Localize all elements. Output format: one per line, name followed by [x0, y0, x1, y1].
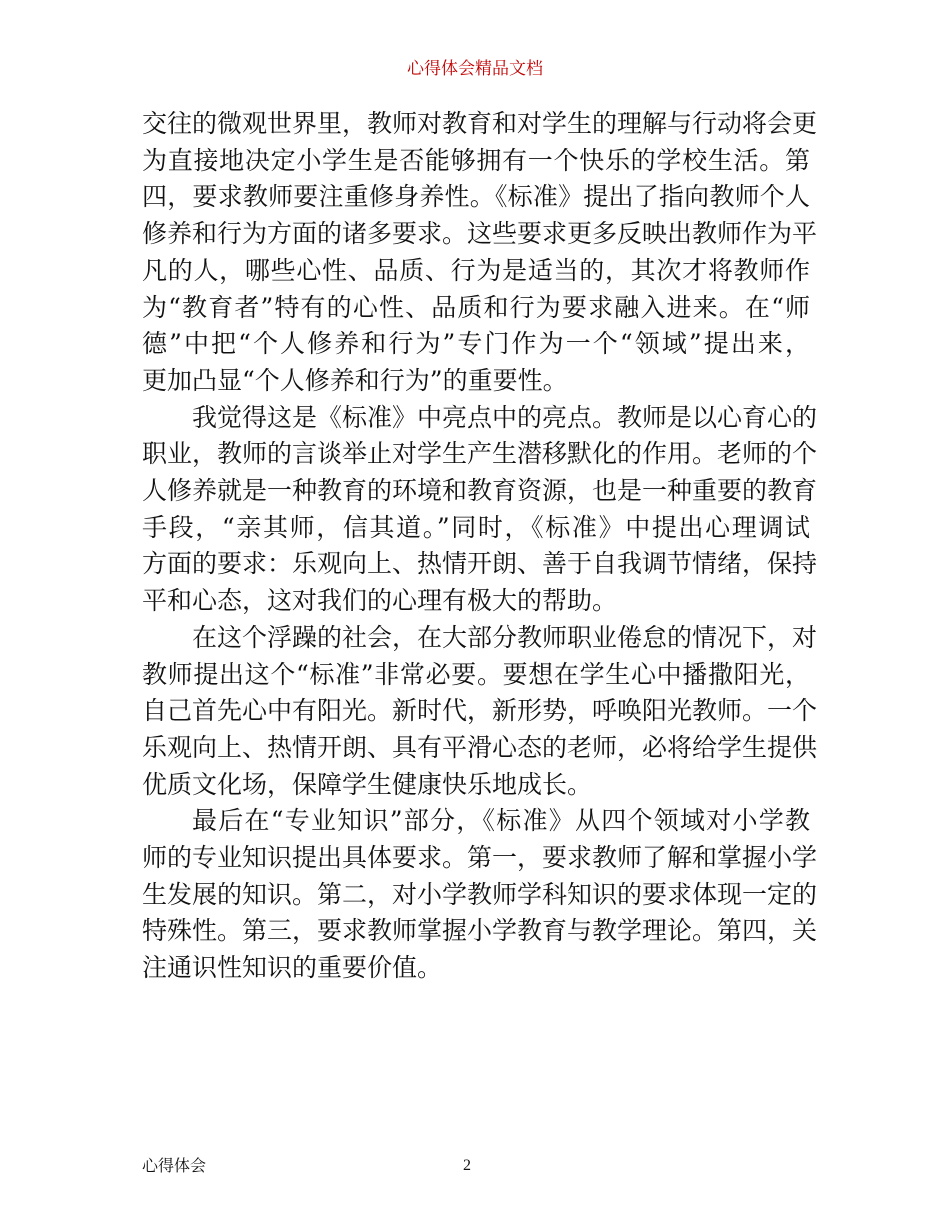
text-line: 乐观向上、热情开朗、具有平滑心态的老师，必将给学生提供 — [142, 732, 818, 762]
text-line: 最后在“专业知识”部分，《标准》从四个领域对小学教 — [192, 806, 810, 836]
text-line: 德”中把“个人修养和行为”专门作为一个“领域”提出来， — [142, 329, 810, 359]
text-line: 优质文化场，保障学生健康快乐地成长。 — [142, 769, 593, 799]
text-line: 生发展的知识。第二，对小学教师学科知识的要求体现一定的 — [142, 879, 818, 909]
text-line: 凡的人，哪些心性、品质、行为是适当的，其次才将教师作 — [142, 255, 810, 285]
text-line: 交往的微观世界里，教师对教育和对学生的理解与行动将会更 — [142, 109, 818, 138]
paragraph-3 — [142, 620, 818, 804]
page-number: 2 — [463, 1157, 471, 1174]
text-line: 为直接地决定小学生是否能够拥有一个快乐的学校生活。第 — [142, 145, 810, 175]
page-header-title: 心得体会精品文档 — [407, 59, 543, 79]
text-line: 手段，“亲其师，信其道。”同时，《标准》中提出心理调试 — [142, 512, 810, 542]
text-line: 自己首先心中有阳光。新时代，新形势，呼唤阳光教师。一个 — [142, 696, 818, 726]
text-line: 方面的要求：乐观向上、热情开朗、善于自我调节情绪，保持 — [142, 549, 818, 579]
text-line: 四，要求教师要注重修身养性。《标准》提出了指向教师个人 — [142, 182, 810, 212]
paragraph-1 — [142, 106, 818, 400]
text-line: 师的专业知识提出具体要求。第一，要求教师了解和掌握小学 — [142, 843, 818, 873]
text-line: 为“教育者”特有的心性、品质和行为要求融入进来。在“师 — [142, 292, 810, 322]
text-line: 更加凸显“个人修养和行为”的重要性。 — [142, 365, 568, 395]
text-line: 修养和行为方面的诸多要求。这些要求更多反映出教师作为平 — [142, 219, 818, 249]
footer-label: 心得体会 — [142, 1156, 207, 1175]
text-line: 我觉得这是《标准》中亮点中的亮点。教师是以心育心的 — [192, 402, 818, 432]
document-body — [142, 106, 818, 987]
text-line: 平和心态，这对我们的心理有极大的帮助。 — [142, 586, 618, 616]
text-line: 注通识性知识的重要价值。 — [142, 953, 443, 983]
text-line: 特殊性。第三，要求教师掌握小学教育与教学理论。第四，关 — [142, 916, 818, 946]
text-line: 人修养就是一种教育的环境和教育资源，也是一种重要的教育 — [142, 476, 818, 506]
text-line: 教师提出这个“标准”非常必要。要想在学生心中播撒阳光， — [142, 659, 810, 689]
paragraph-4 — [142, 803, 818, 987]
text-line: 职业，教师的言谈举止对学生产生潜移默化的作用。老师的个 — [142, 439, 818, 469]
text-line: 在这个浮躁的社会，在大部分教师职业倦怠的情况下，对 — [192, 622, 818, 652]
paragraph-2 — [142, 400, 818, 620]
